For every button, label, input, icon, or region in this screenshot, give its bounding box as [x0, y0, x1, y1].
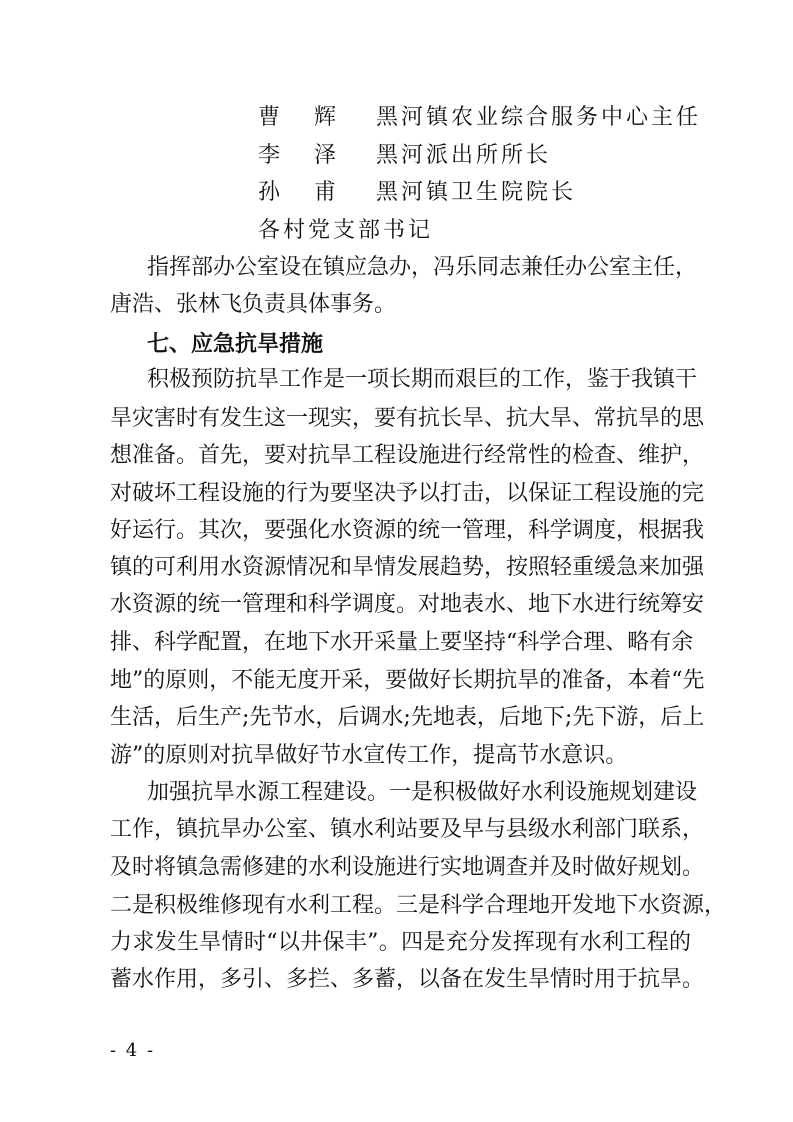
member-role: 黑河派出所所长: [376, 143, 552, 168]
office-paragraph-line: 唐浩、张林飞负责具体事务。: [110, 292, 397, 317]
paragraph-line: 蓄水作用，多引、多拦、多蓄，以备在发生旱情时用于抗旱。: [110, 967, 705, 992]
office-paragraph-line: 指挥部办公室设在镇应急办，冯乐同志兼任办公室主任，: [147, 255, 698, 280]
paragraph-line: 想准备。首先，要对抗旱工程设施进行经常性的检查、维护，: [110, 443, 705, 468]
paragraph-line: 游”的原则对抗旱做好节水宣传工作，提高节水意识。: [110, 743, 628, 768]
paragraph-line: 及时将镇急需修建的水利设施进行实地调查并及时做好规划。: [110, 855, 705, 880]
member-row: [258, 103, 701, 133]
member-surname: 曹: [258, 105, 281, 130]
paragraph-line: 镇的可利用水资源情况和旱情发展趋势，按照轻重缓急来加强: [110, 555, 705, 580]
member-surname: 孙: [258, 180, 281, 205]
member-given-name: 泽: [314, 143, 337, 168]
member-given-name: 甫: [314, 180, 337, 205]
paragraph-line: 地”的原则，不能无度开采，要做好长期抗旱的准备，本着“先: [110, 668, 705, 693]
paragraph-line: 二是积极维修现有水利工程。三是科学合理地开发地下水资源，: [110, 893, 727, 918]
page-number: - 4 -: [110, 1040, 156, 1061]
member-surname: 李: [258, 143, 281, 168]
paragraph-line: 积极预防抗旱工作是一项长期而艰巨的工作，鉴于我镇干: [147, 367, 698, 392]
member-row: [258, 141, 551, 171]
paragraph-line: 对破坏工程设施的行为要坚决予以打击，以保证工程设施的完: [110, 481, 705, 506]
paragraph-line: 力求发生旱情时“以井保丰”。四是充分发挥现有水利工程的: [110, 930, 691, 955]
paragraph-line: 加强抗旱水源工程建设。一是积极做好水利设施规划建设: [147, 780, 698, 805]
member-row: [258, 178, 576, 208]
paragraph-line: 旱灾害时有发生这一现实，要有抗长旱、抗大旱、常抗旱的思: [110, 406, 705, 431]
paragraph-line: 排、科学配置，在地下水开采量上要坚持“科学合理、略有余: [110, 630, 694, 655]
paragraph-line: 生活，后生产;先节水，后调水;先地表，后地下;先下游，后上: [110, 705, 705, 730]
section-heading: 七、应急抗旱措施: [147, 331, 324, 357]
member-role: 黑河镇卫生院院长: [376, 180, 577, 205]
member-role: 黑河镇农业综合服务中心主任: [376, 105, 702, 130]
paragraph-line: 工作，镇抗旱办公室、镇水利站要及早与县级水利部门联系，: [110, 817, 705, 842]
paragraph-line: 好运行。其次，要强化水资源的统一管理，科学调度，根据我: [110, 518, 705, 543]
member-extra: 各村党支部书记: [258, 218, 434, 243]
member-given-name: 辉: [314, 105, 337, 130]
paragraph-line: 水资源的统一管理和科学调度。对地表水、地下水进行统筹安: [110, 592, 705, 617]
